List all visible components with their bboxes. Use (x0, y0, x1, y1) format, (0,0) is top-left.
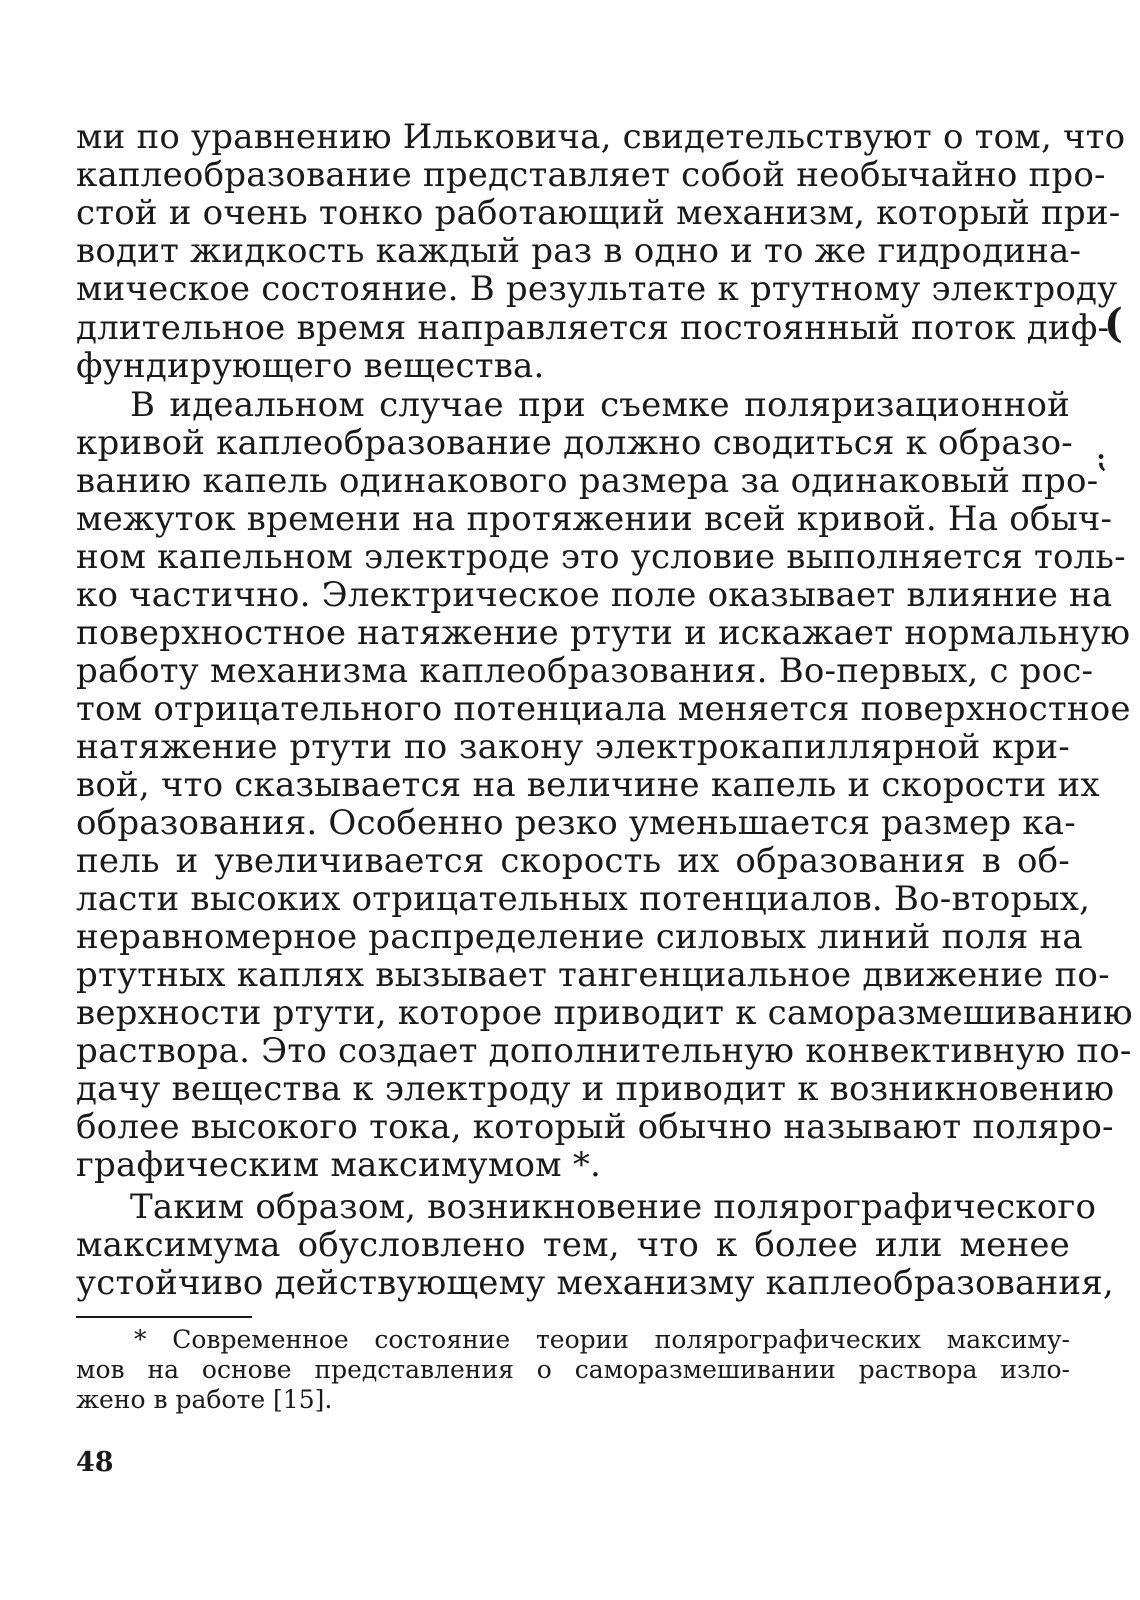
text-line: дачу вещества к электроду и приводит к возникновению (76, 1069, 1115, 1109)
text-line: работу механизма каплеобразования. Во-первых, с рос- (76, 651, 1094, 691)
page-number: 48 (76, 1447, 114, 1478)
margin-mark: ( (1104, 300, 1123, 347)
text-line: верхности ртути, которое приводит к саморазмешиванию (76, 993, 1133, 1033)
margin-mark: ⁏ (1098, 444, 1108, 474)
text-line: графическим максимумом *. (76, 1145, 602, 1185)
text-line: ртутных каплях вызывает тангенциальное движение по- (76, 955, 1110, 995)
paragraph-first-line: Таким образом, возникновение полярографического (130, 1187, 1097, 1227)
paragraph-first-line: В идеальном случае при съемке поляризационной (130, 385, 1070, 425)
text-line: том отрицательного потенциала меняется поверхностное (76, 689, 1131, 729)
text-line: межуток времени на протяжении всей кривой. На обыч- (76, 499, 1113, 539)
text-line: ко частично. Электрическое поле оказывает влияние на (76, 575, 1113, 615)
text-line: ванию капель одинакового размера за одинаковый про- (76, 461, 1099, 501)
footnote-divider (76, 1316, 252, 1318)
text-line: ном капельном электроде это условие выполняется толь- (76, 537, 1126, 577)
text-line: длительное время направляется постоянный поток диф- (76, 308, 1110, 348)
footnote-line: мов на основе представления о саморазмешивании раствора изло- (76, 1355, 1070, 1384)
footnote-line: жено в работе [15]. (76, 1385, 333, 1414)
text-line: кривой каплеобразование должно сводиться к образо- (76, 423, 1073, 463)
text-line: более высокого тока, который обычно называют поляро- (76, 1107, 1114, 1147)
text-line: раствора. Это создает дополнительную конвективную по- (76, 1031, 1132, 1071)
text-line: устойчиво действующему механизму каплеобразования, (76, 1263, 1114, 1303)
text-line: ми по уравнению Ильковича, свидетельствуют о том, что (76, 117, 1126, 157)
text-line: образования. Особенно резко уменьшается размер ка- (76, 803, 1076, 843)
text-line: ласти высоких отрицательных потенциалов. Во-вторых, (76, 879, 1091, 919)
text-line: фундирующего вещества. (76, 346, 545, 386)
footnote-line: * Современное состояние теории полярографических максиму- (134, 1325, 1070, 1354)
text-line: стой и очень тонко работающий механизм, который при- (76, 193, 1121, 233)
text-line: поверхностное натяжение ртути и искажает нормальную (76, 613, 1131, 653)
text-line: неравномерное распределение силовых линий поля на (76, 917, 1083, 957)
text-line: вой, что сказывается на величине капель и скорости их (76, 765, 1100, 805)
text-line: натяжение ртути по закону электрокапиллярной кри- (76, 727, 1070, 767)
text-line: мическое состояние. В результате к ртутному электроду (76, 269, 1118, 309)
text-line: водит жидкость каждый раз в одно и то же гидродина- (76, 231, 1082, 271)
text-line: максимума обусловлено тем, что к более или менее (76, 1225, 1070, 1265)
text-line: каплеобразование представляет собой необычайно про- (76, 155, 1106, 195)
text-line: пель и увеличивается скорость их образования в об- (76, 841, 1070, 881)
